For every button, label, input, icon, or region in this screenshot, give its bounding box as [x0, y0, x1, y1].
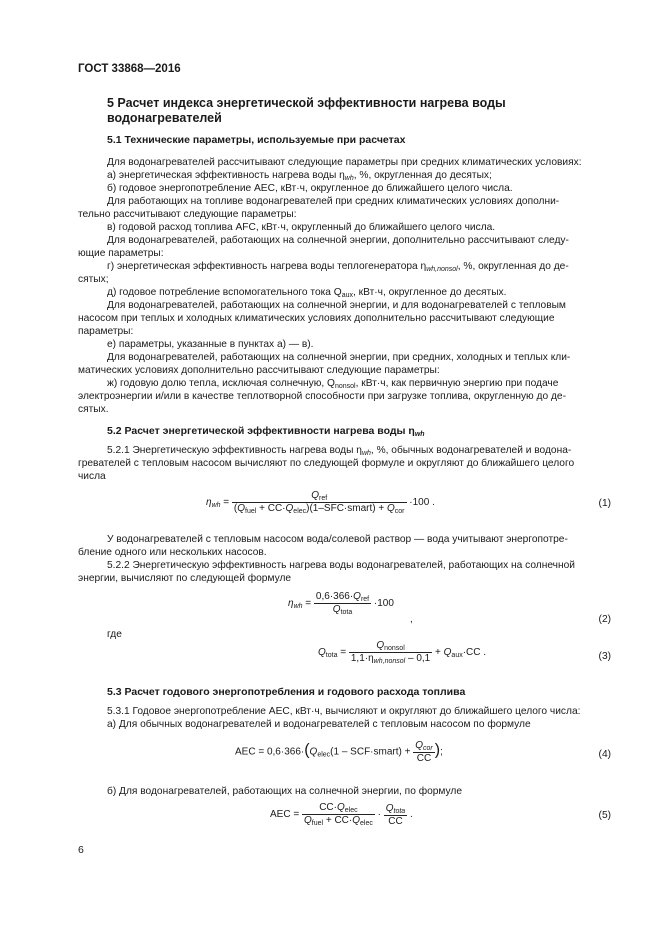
- paragraph-cont: ющие параметры:: [78, 248, 164, 259]
- section-5-3-title: 5.3 Расчет годового энергопотребления и годового расхода топлива: [107, 686, 466, 698]
- section-5-title: 5 Расчет индекса энергетической эффективности нагрева воды: [107, 96, 506, 110]
- section-5-2-title: 5.2 Расчет энергетической эффективности нагрева воды $\eta_{wh}$: [107, 425, 425, 438]
- list-item-d: д) годовое потребление вспомогательного тока $Q_{aux}$, кВт·ч, округленное до десятых.: [107, 287, 507, 299]
- paragraph-5-2-1: 5.2.1 Энергетическую эффективность нагрева воды $\eta_{wh}$, %, обычных водонагревателей и водона-: [107, 445, 572, 457]
- paragraph-cont: бление одного или нескольких насосов.: [78, 547, 267, 558]
- paragraph: Для водонагревателей, работающих на солнечной энергии, при средних, холодных и теплых кли-: [107, 352, 571, 363]
- paragraph-cont: гревателей с тепловым насосом вычисляют по следующей формуле и округляют до ближайшего целого: [78, 458, 575, 469]
- equation-number-3: (3): [598, 651, 611, 662]
- list-item-zh-cont: электроэнергии и/или в качестве теплотворной способности при загрузке топлива, округленную до де-: [78, 391, 566, 402]
- where-label: где: [107, 629, 122, 640]
- page-number: 6: [78, 844, 84, 856]
- section-5-1-title: 5.1 Технические параметры, используемые при расчетах: [107, 134, 406, 146]
- paragraph-cont: матических условиях дополнительно рассчитывают следующие параметры:: [78, 365, 440, 376]
- paragraph-5-3-1: 5.3.1 Годовое энергопотребление AEC, кВт·ч, вычисляют и округляют до ближайшего целого числа:: [107, 706, 581, 717]
- list-item-g: г) энергетическая эффективность нагрева воды теплогенератора $\eta_{wh,nonsol}$, %, округленная до де-: [107, 261, 569, 273]
- formula-2-comma: ,: [410, 614, 413, 625]
- list-item-a: а) Для обычных водонагревателей и водонагревателей с тепловым насосом по формуле: [107, 719, 531, 730]
- paragraph: Для водонагревателей, работающих на солнечной энергии, дополнительно рассчитывают следу-: [107, 235, 569, 246]
- list-item-a: а) энергетическая эффективность нагрева воды $\eta_{wh}$, %, округленная до десятых;: [107, 170, 492, 182]
- equation-number-1: (1): [598, 498, 611, 509]
- list-item-zh: ж) годовую долю тепла, исключая солнечную, $Q_{nonsol}$, кВт·ч, как первичную энергию при подаче: [107, 378, 559, 390]
- paragraph-cont: энергии, вычисляют по следующей формуле: [78, 573, 292, 584]
- equation-number-5: (5): [598, 810, 611, 821]
- list-item-v: в) годовой расход топлива AFC, кВт·ч, округленный до ближайшего целого числа.: [107, 222, 496, 233]
- paragraph-cont: параметры:: [78, 326, 134, 337]
- paragraph: Для водонагревателей рассчитывают следующие параметры при средних климатических условиях:: [107, 157, 582, 168]
- list-item-zh-cont: сятых.: [78, 404, 109, 415]
- paragraph-5-2-2: 5.2.2 Энергетическую эффективность нагрева воды водонагревателей, работающих на солнечной: [107, 560, 575, 571]
- formula-1: $\eta_{wh}$ = $\frac{Q_{ref}}{(Q_{fuel} + CC\cdot Q_{elec})(1-SFC\cdot smart) + Q_{cor}}$ ·100 .: [206, 490, 435, 515]
- paragraph: У водонагревателей с тепловым насосом вода/солевой раствор — вода учитывают энергопотре-: [107, 534, 568, 545]
- paragraph-cont: числа: [78, 471, 106, 482]
- list-item-e: е) параметры, указанные в пунктах а) — в).: [107, 339, 314, 350]
- equation-number-4: (4): [598, 749, 611, 760]
- document-header: ГОСТ 33868—2016: [78, 63, 181, 75]
- formula-4: AEC = $0,6\cdot 366\cdot(Q_{elec}(1$ – SCF·smart) + $\frac{Q_{cor}}{CC}$ );: [235, 740, 443, 764]
- formula-5: AEC = $\frac{CC\cdot Q_{elec}}{Q_{fuel} + CC\cdot Q_{elec}}$ · $\frac{Q_{tota}}{CC}$ .: [270, 802, 413, 827]
- list-item-b: б) Для водонагревателей, работающих на солнечной энергии, по формуле: [107, 786, 463, 797]
- paragraph: Для работающих на топливе водонагревателей при средних климатических условиях дополни-: [107, 196, 560, 207]
- list-item-g-cont: сятых;: [78, 274, 109, 285]
- formula-3: $Q_{tota}$ = $\frac{Q_{nonsol}}{1,1\cdot\eta_{wh,nonsol} - 0,1}$ + $Q_{aux}\cdot CC$ .: [318, 640, 487, 665]
- formula-2: $\eta_{wh}$ = $\frac{0,6\cdot 366\cdot Q_{ref}}{Q_{tota}}$ ·100: [288, 591, 394, 616]
- paragraph-cont: тельно рассчитывают следующие параметры:: [78, 209, 297, 220]
- equation-number-2: (2): [598, 614, 611, 625]
- paragraph-cont: насосом при теплых и холодных климатических условиях дополнительно рассчитывают следующие: [78, 313, 555, 324]
- section-5-title-cont: водонагревателей: [107, 111, 222, 125]
- list-item-b: б) годовое энергопотребление AEC, кВт·ч, округленное до ближайшего целого числа.: [107, 183, 513, 194]
- paragraph: Для водонагревателей, работающих на солнечной энергии, и для водонагревателей с тепловым: [107, 300, 566, 311]
